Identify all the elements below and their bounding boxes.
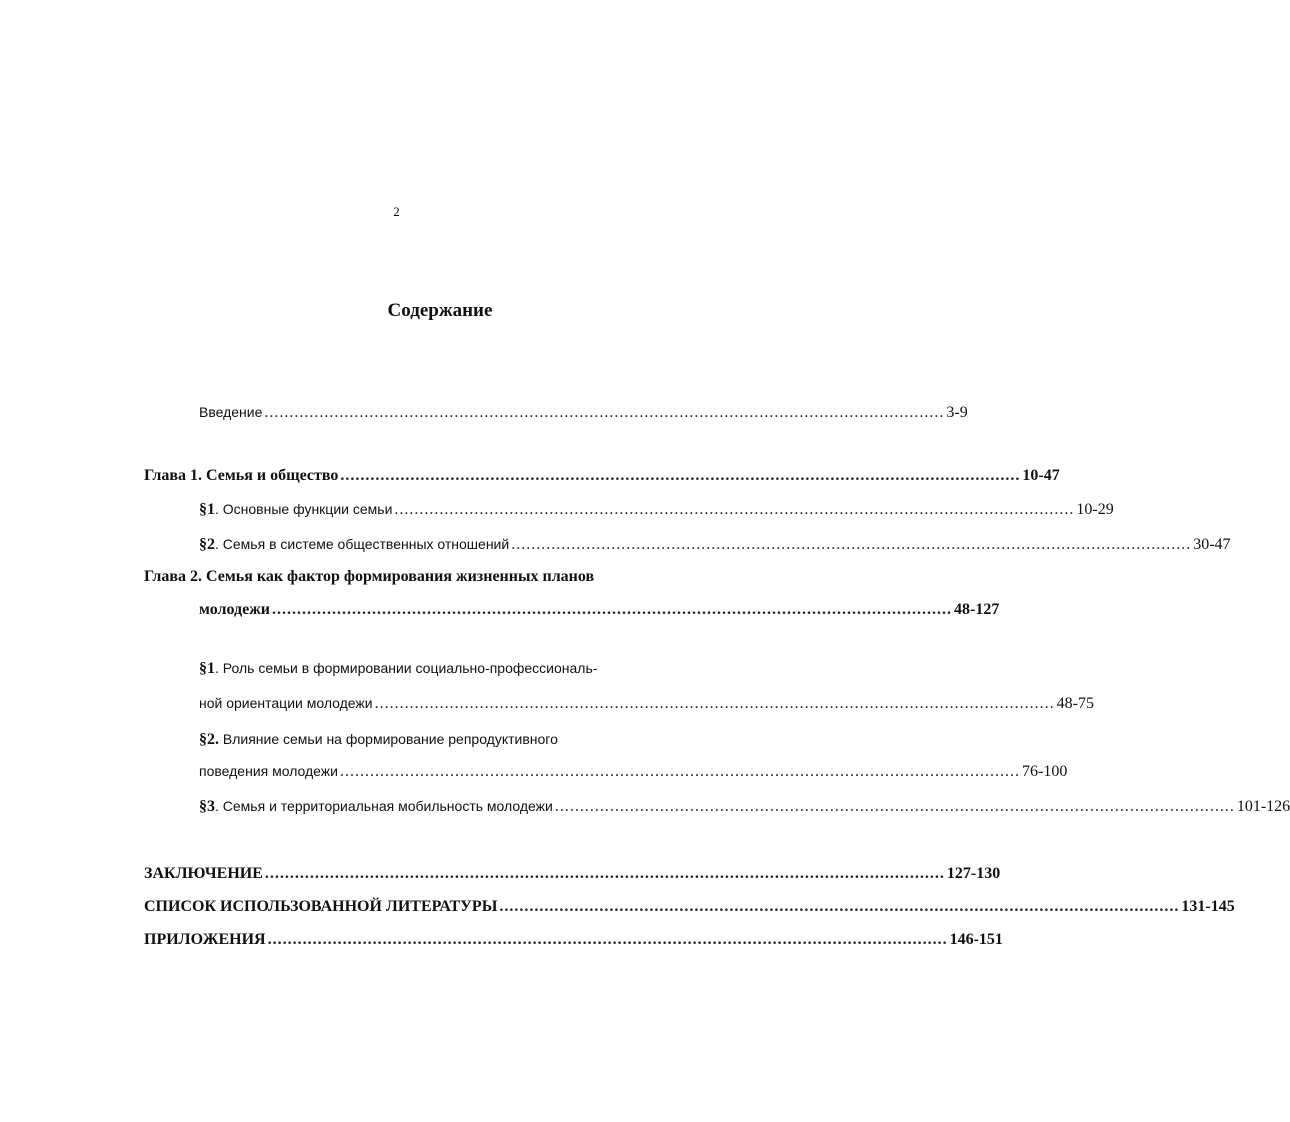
toc-pages: 131-145 — [1181, 898, 1235, 915]
toc-pages: 10-29 — [1076, 501, 1114, 518]
page-title: Содержание — [387, 300, 493, 321]
toc-label: молодежи — [199, 601, 271, 618]
section-number: §1 — [199, 660, 215, 677]
toc-label: ной ориентации молодежи — [199, 695, 373, 711]
toc-entry-appendices — [144, 929, 1003, 951]
toc-entry-ch2-section-3 — [199, 795, 1290, 817]
toc-pages: 127-130 — [946, 865, 1001, 882]
toc-entry-ch1-section-1 — [199, 498, 1114, 520]
toc-pages: 101-126 — [1236, 798, 1290, 815]
toc-leader: ........................................................................................................................................ — [272, 601, 953, 618]
page-number: 2 — [393, 204, 400, 219]
toc-label: Влияние семьи на формирование репродуктивного — [219, 731, 558, 747]
toc-label: СПИСОК ИСПОЛЬЗОВАННОЙ ЛИТЕРАТУРЫ — [144, 898, 498, 915]
toc-label: Глава 1. Семья и общество — [144, 467, 339, 484]
toc-leader: ........................................................................................................................................ — [264, 865, 945, 882]
toc-label: Введение — [199, 404, 263, 420]
toc-entry-ch2-section-1 — [199, 692, 1094, 714]
toc-pages: 48-75 — [1056, 695, 1094, 712]
toc-entry-conclusion — [144, 863, 1001, 885]
toc-entry-chapter-2 — [199, 599, 1000, 621]
toc-pages: 146-151 — [949, 931, 1003, 948]
toc-label: ЗАКЛЮЧЕНИЕ — [144, 865, 263, 882]
section-number: §3 — [199, 798, 215, 815]
toc-leader: ........................................................................................................................................ — [511, 536, 1192, 553]
toc-chapter-2-title: Глава 2. Семья как фактор формирования жизненных планов — [144, 568, 595, 585]
toc-entry-intro — [199, 401, 968, 423]
section-number: §2 — [199, 536, 215, 553]
toc-pages: 48-127 — [954, 601, 1000, 618]
toc-pages: 30-47 — [1193, 536, 1231, 553]
toc-leader: ........................................................................................................................................ — [499, 898, 1180, 915]
toc-leader: ........................................................................................................................................ — [340, 763, 1020, 780]
section-number: §1 — [199, 501, 215, 518]
toc-leader: ........................................................................................................................................ — [374, 695, 1055, 712]
toc-label: . Основные функции семьи — [215, 501, 393, 517]
toc-entry-ch1-section-2 — [199, 533, 1231, 555]
toc-leader: ........................................................................................................................................ — [264, 404, 945, 421]
toc-pages: 76-100 — [1022, 763, 1068, 780]
toc-pages: 3-9 — [946, 404, 968, 421]
toc-label: . Семья и территориальная мобильность молодежи — [215, 798, 553, 814]
toc-pages: 10-47 — [1022, 467, 1060, 484]
toc-entry-bibliography — [144, 896, 1235, 918]
toc-label: поведения молодежи — [199, 763, 338, 779]
section-number: §2. — [199, 731, 219, 748]
toc-label: . Роль семьи в формировании социально-профессиональ- — [215, 660, 598, 676]
toc-label: ПРИЛОЖЕНИЯ — [144, 931, 266, 948]
toc-entry-ch2-section-2 — [199, 760, 1068, 782]
toc-leader: ........................................................................................................................................ — [394, 501, 1075, 518]
toc-ch2-section-2-line1 — [199, 728, 558, 750]
toc-label: . Семья в системе общественных отношений — [215, 536, 510, 552]
toc-ch2-section-1-line1 — [199, 657, 597, 679]
toc-entry-chapter-1 — [144, 465, 1060, 487]
toc-leader: ........................................................................................................................................ — [340, 467, 1021, 484]
toc-leader: ........................................................................................................................................ — [267, 931, 948, 948]
toc-leader: ........................................................................................................................................ — [554, 798, 1235, 815]
